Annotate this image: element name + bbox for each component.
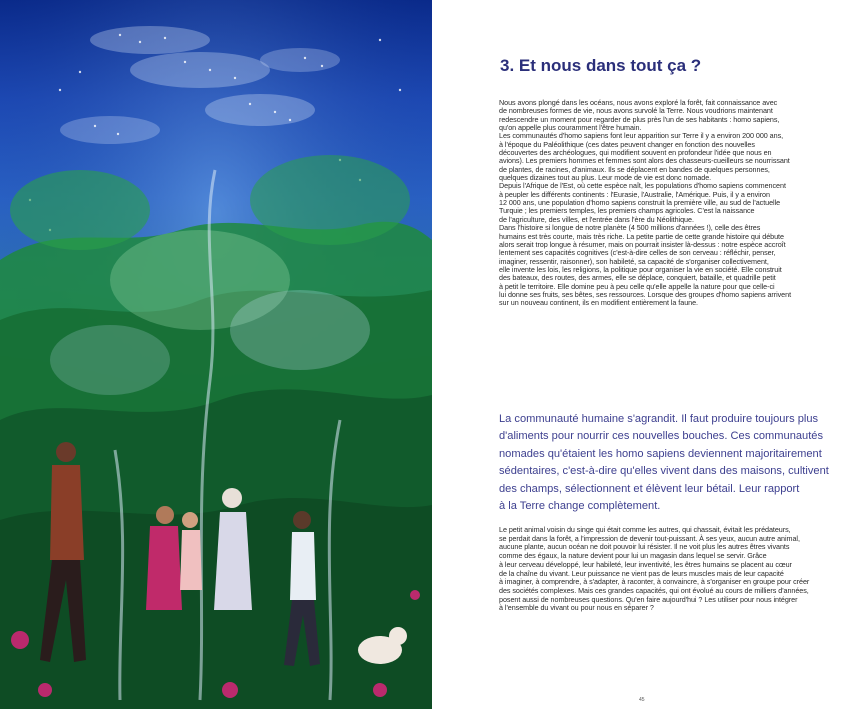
highlight-line: d'aliments pour nourrir ces nouvelles bouches. Ces communautés bbox=[499, 430, 823, 443]
text-page bbox=[432, 0, 858, 709]
text-line: imaginer, ressentir, raisonner), son habileté, sa capacité de s'organiser collectivement, bbox=[499, 256, 769, 266]
text-line: alors serait trop longue à résumer, mais on pourrait insister là-dessus : notre espèce accroît bbox=[499, 239, 786, 249]
highlight-line: à la Terre change complètement. bbox=[499, 500, 661, 513]
highlight-line: La communauté humaine s'agrandit. Il faut produire toujours plus bbox=[499, 413, 819, 425]
text-line: Dans l'histoire si longue de notre planète (4 500 millions d'années !), celle des êtres bbox=[499, 223, 761, 233]
text-line: avions). Les premiers hommes et femmes sont alors des chasseurs-cueilleurs se nourrissant bbox=[499, 156, 790, 166]
text-line: 12 000 ans, une population d'homo sapiens construit la première ville, au sud de l'actuelle bbox=[499, 198, 781, 208]
text-line: lui donne ses fruits, ses bêtes, ses ressources. Lorsque des groupes d'homo sapiens arrivent bbox=[499, 289, 792, 299]
text-line: à l'époque du Paléolithique (ces dates peuvent changer en fonction des nouvelles bbox=[499, 139, 755, 149]
intro-paragraph bbox=[499, 99, 851, 308]
text-line: Turquie ; les premiers temples, les premiers champs agricoles. C'est la naissance bbox=[499, 206, 755, 216]
text-line: découvertes des archéologues, qui modifient souvent en profondeur l'idée que nous en bbox=[499, 148, 772, 158]
text-line: posent aussi de nombreuses questions. Qu'en faire aujourd'hui ? Les utiliser pour nous intégrer bbox=[499, 594, 798, 604]
text-line: qu'on appelle plus couramment l'être humain. bbox=[499, 123, 642, 133]
text-line: se perdait dans la forêt, a l'impression de devenir tout-puissant. À ses yeux, aucun autre animal, bbox=[499, 533, 800, 543]
text-line: à l'ensemble du vivant ou pour nous en séparer ? bbox=[499, 603, 654, 613]
text-line: sur un nouveau continent, ils en modifient entièrement la faune. bbox=[499, 298, 698, 308]
text-line: elle invente les lois, les religions, la politique pour organiser la vie en société. Elle construit bbox=[499, 264, 782, 274]
text-line: de nombreuses formes de vie, nous avons survolé la Terre. Nous voudrions maintenant bbox=[499, 106, 773, 116]
highlight-line: nomades qu'étaient les homo sapiens deviennent majoritairement bbox=[499, 447, 822, 460]
closing-paragraph bbox=[499, 526, 851, 613]
text-line: humains est très courte, mais très riche. La petite partie de cette grande histoire qui débute bbox=[499, 231, 784, 241]
text-line: aucune plante, aucun océan ne doit pouvoir lui résister. Il ne voit plus les autres êtres vivants bbox=[499, 542, 790, 552]
text-line: à imaginer, à comprendre, à s'adapter, à raconter, à convaincre, à s'organiser en groupe pour créer bbox=[499, 577, 810, 587]
text-line: quelques dizaines tout au plus. Leur mode de vie est donc nomade. bbox=[499, 173, 712, 183]
highlight-line: des champs, sélectionnent et élèvent leur bétail. Leur rapport bbox=[499, 482, 800, 495]
highlight-line: sédentaires, c'est-à-dire qu'elles vivent dans des maisons, cultivent bbox=[499, 465, 829, 478]
text-line: Nous avons plongé dans les océans, nous avons exploré la forêt, fait connaissance avec bbox=[499, 98, 778, 107]
page-number: 45 bbox=[639, 697, 645, 703]
text-line: redescendre un moment pour regarder de plus près l'un de ses habitants : homo sapiens, bbox=[499, 114, 780, 124]
text-line: Le petit animal voisin du singe qui était comme les autres, qui chassait, évitait les prédateurs, bbox=[499, 525, 791, 534]
text-line: de l'agriculture, des villes, et l'entrée dans l'ère du Néolithique. bbox=[499, 214, 694, 224]
text-line: de plantes, de racines, d'animaux. Ils se déplacent en bandes de quelques personnes, bbox=[499, 164, 770, 174]
text-line: Les communautés d'homo sapiens font leur apparition sur Terre il y a environ 200 000 ans, bbox=[499, 131, 784, 141]
jungle-foliage bbox=[0, 155, 432, 709]
chapter-heading: 3. Et nous dans tout ça ? bbox=[500, 56, 702, 75]
text-line: des sociétés complexes. Mais ces grandes capacités, qui ont évolué au cours de milliers d'années, bbox=[499, 585, 809, 595]
text-line: Depuis l'Afrique de l'Est, où cette espèce naît, les populations d'homo sapiens commencent bbox=[499, 181, 786, 191]
text-line: des bateaux, des routes, des armes, elle se déplace, conquiert, bataille, et quadrille petit bbox=[499, 273, 776, 283]
text-line: à petit le territoire. Elle domine peu à peu celle qu'elle appelle la nature pour que celle-ci bbox=[499, 281, 775, 291]
text-line: à peupler les différents continents : l'Eurasie, l'Australie, l'Amérique. Puis, il y a environ bbox=[499, 189, 770, 199]
highlight-paragraph bbox=[499, 411, 851, 515]
text-line: à leur cerveau développé, leur habileté, leur inventivité, les êtres humains se placent au cœur bbox=[499, 559, 792, 569]
text-line: lentement ses capacités cognitives (c'est-à-dire celles de son cerveau : réfléchir, penser, bbox=[499, 248, 776, 258]
text-line: comme des égaux, la nature devient pour lui un magasin dans lequel se servir. Grâce bbox=[499, 551, 767, 561]
text-line: de la chaîne du vivant. Leur puissance ne vient pas de leurs muscles mais de leur capacité bbox=[499, 568, 784, 578]
